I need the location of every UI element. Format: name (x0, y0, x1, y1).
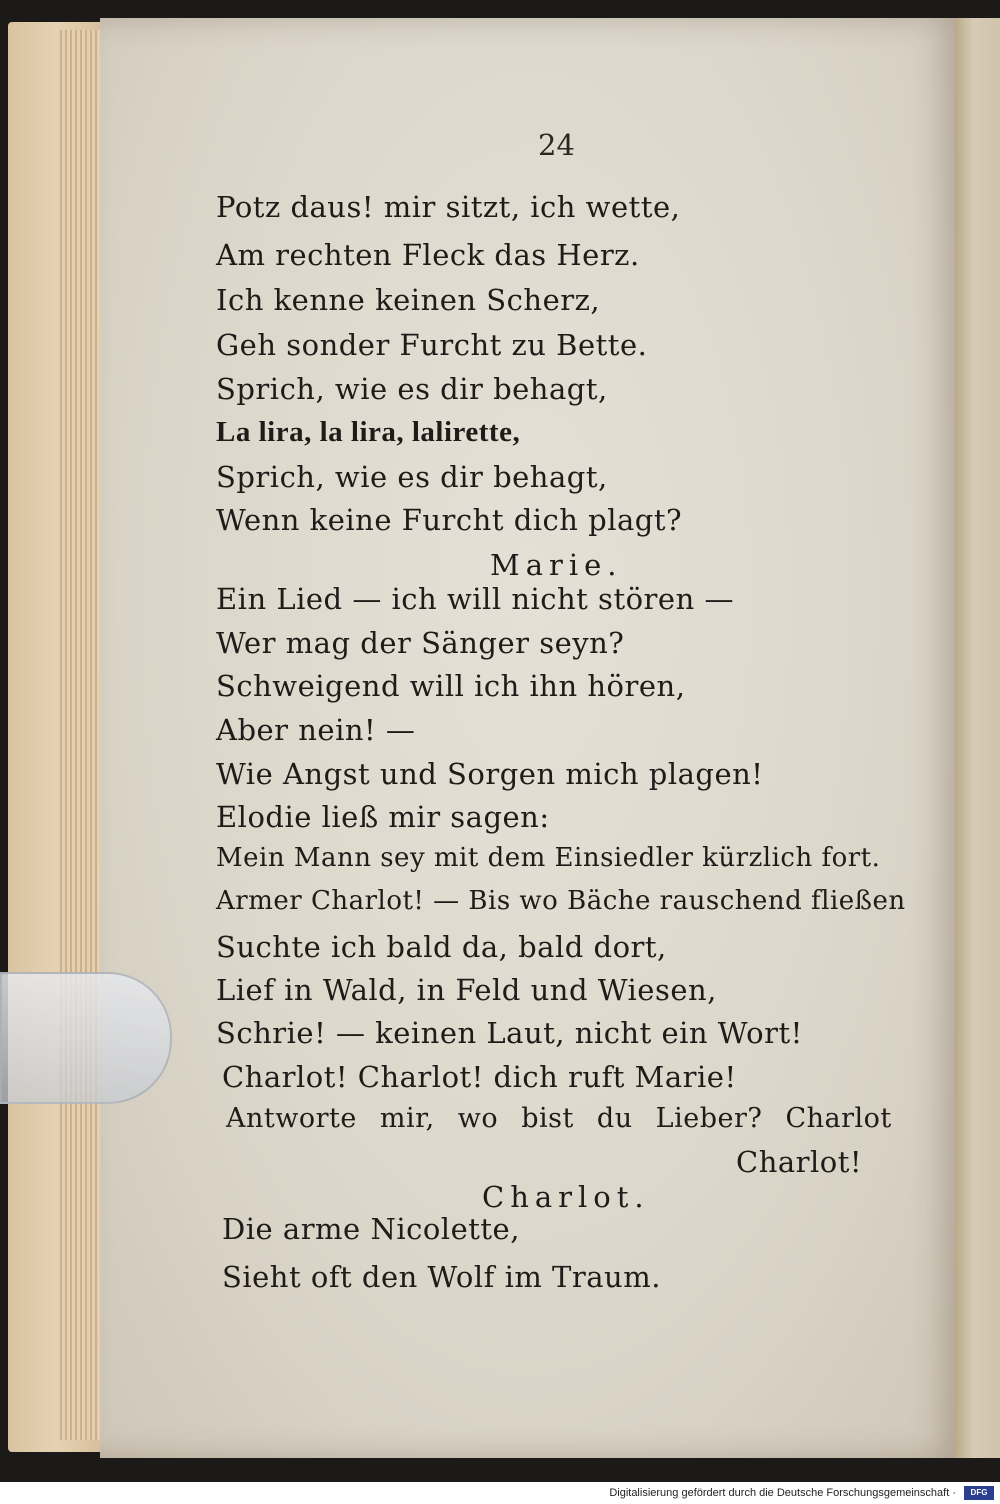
verse-line: Antworte mir, wo bist du Lieber? Charlot (226, 1103, 892, 1134)
verse-line: Sieht oft den Wolf im Traum. (222, 1260, 661, 1294)
verse-line: Armer Charlot! — Bis wo Bäche rauschend fließen (216, 886, 906, 916)
footer-credit: Digitalisierung gefördert durch die Deutsche Forschungsgemeinschaft · (609, 1487, 956, 1499)
verse-line: Wie Angst und Sorgen mich plagen! (216, 757, 764, 791)
verse-line: Lief in Wald, in Feld und Wiesen, (216, 973, 717, 1007)
dfg-logo: DFG (964, 1486, 994, 1500)
verse-line: Suchte ich bald da, bald dort, (216, 930, 667, 964)
verse-line: Charlot! Charlot! dich ruft Marie! (222, 1060, 737, 1094)
verse-line: Wenn keine Furcht dich plagt? (216, 503, 683, 537)
verse-line: Ich kenne keinen Scherz, (216, 283, 601, 317)
verse-line: Aber nein! — (216, 713, 416, 747)
speaker-marie: Marie. (490, 548, 623, 582)
verse-line: Charlot! (736, 1145, 863, 1179)
footer-bar (0, 1482, 1000, 1504)
verse-line: Ein Lied — ich will nicht stören — (216, 582, 734, 616)
verse-line: Am rechten Fleck das Herz. (216, 238, 640, 272)
verse-line: Potz daus! mir sitzt, ich wette, (216, 190, 681, 224)
facing-page-edge (955, 18, 1000, 1458)
verse-line: Schweigend will ich ihn hören, (216, 669, 686, 703)
verse-line: Wer mag der Sänger seyn? (216, 626, 625, 660)
verse-line: Sprich, wie es dir behagt, (216, 460, 608, 494)
verse-line: Sprich, wie es dir behagt, (216, 372, 608, 406)
verse-line: Die arme Nicolette, (222, 1212, 520, 1246)
verse-line: Elodie ließ mir sagen: (216, 800, 550, 834)
verse-line: La lira, la lira, lalirette, (216, 416, 521, 448)
speaker-charlot: Charlot. (482, 1180, 650, 1214)
verse-line: Schrie! — keinen Laut, nicht ein Wort! (216, 1016, 803, 1050)
page-holder-clip (0, 972, 172, 1104)
verse-line: Mein Mann sey mit dem Einsiedler kürzlich fort. (216, 843, 881, 873)
verse-line: Geh sonder Furcht zu Bette. (216, 328, 648, 362)
page-number: 24 (538, 128, 575, 162)
